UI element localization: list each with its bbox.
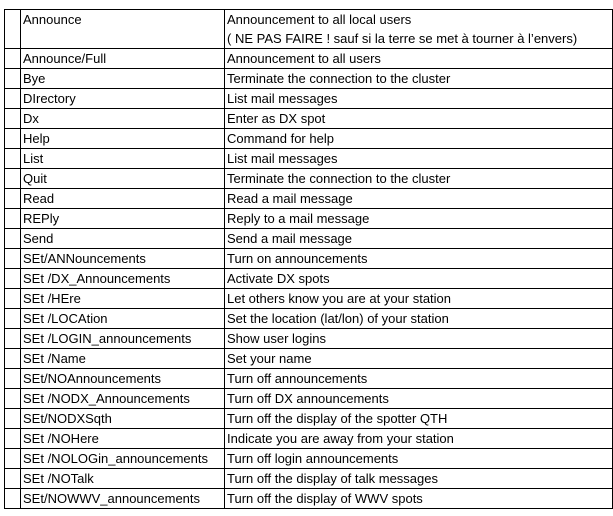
command-cell: Bye: [21, 69, 225, 89]
row-gutter-cell: [5, 309, 21, 329]
row-gutter-cell: [5, 10, 21, 49]
row-gutter-cell: [5, 149, 21, 169]
row-gutter-cell: [5, 329, 21, 349]
table-row: [5, 369, 613, 389]
row-gutter-cell: [5, 49, 21, 69]
row-gutter-cell: [5, 269, 21, 289]
row-gutter-cell: [5, 169, 21, 189]
command-table-body: [5, 10, 613, 509]
command-cell: List: [21, 149, 225, 169]
command-cell: SEt/ANNouncements: [21, 249, 225, 269]
table-row: [5, 189, 613, 209]
command-cell: SEt /HEre: [21, 289, 225, 309]
table-row: [5, 109, 613, 129]
description-cell: Send a mail message: [225, 229, 613, 249]
table-row: [5, 49, 613, 69]
command-cell: SEt/NOAnnouncements: [21, 369, 225, 389]
table-row: [5, 269, 613, 289]
table-row: [5, 309, 613, 329]
command-cell: SEt /Name: [21, 349, 225, 369]
row-gutter-cell: [5, 469, 21, 489]
description-cell: Turn off the display of WWV spots: [225, 489, 613, 509]
row-gutter-cell: [5, 249, 21, 269]
table-row: [5, 349, 613, 369]
row-gutter-cell: [5, 289, 21, 309]
table-row: [5, 169, 613, 189]
command-cell: Help: [21, 129, 225, 149]
description-cell: Turn off DX announcements: [225, 389, 613, 409]
description-cell: List mail messages: [225, 149, 613, 169]
command-cell: SEt /NOTalk: [21, 469, 225, 489]
description-cell: Set your name: [225, 349, 613, 369]
description-cell: [225, 10, 613, 49]
table-row: [5, 469, 613, 489]
table-row: [5, 409, 613, 429]
description-cell: Turn off the display of talk messages: [225, 469, 613, 489]
description-cell: Set the location (lat/lon) of your station: [225, 309, 613, 329]
description-note-text: ( NE PAS FAIRE ! sauf si la terre se met à tourner à l’envers): [227, 31, 578, 46]
command-cell: REPly: [21, 209, 225, 229]
table-row: [5, 209, 613, 229]
row-gutter-cell: [5, 209, 21, 229]
row-gutter-cell: [5, 389, 21, 409]
description-cell: Enter as DX spot: [225, 109, 613, 129]
row-gutter-cell: [5, 89, 21, 109]
command-cell: SEt/NODXSqth: [21, 409, 225, 429]
row-gutter-cell: [5, 409, 21, 429]
table-row: [5, 289, 613, 309]
command-table: [4, 9, 613, 509]
description-cell: Command for help: [225, 129, 613, 149]
table-row: [5, 10, 613, 49]
command-cell: Quit: [21, 169, 225, 189]
row-gutter-cell: [5, 449, 21, 469]
table-row: [5, 249, 613, 269]
table-row: [5, 389, 613, 409]
command-cell: Send: [21, 229, 225, 249]
table-row: [5, 329, 613, 349]
table-row: [5, 89, 613, 109]
description-cell: Turn off login announcements: [225, 449, 613, 469]
command-cell: SEt /NOLOGin_announcements: [21, 449, 225, 469]
row-gutter-cell: [5, 229, 21, 249]
table-row: [5, 149, 613, 169]
description-cell: List mail messages: [225, 89, 613, 109]
command-cell: DIrectory: [21, 89, 225, 109]
row-gutter-cell: [5, 489, 21, 509]
row-gutter-cell: [5, 69, 21, 89]
row-gutter-cell: [5, 129, 21, 149]
description-cell: Show user logins: [225, 329, 613, 349]
description-cell: Terminate the connection to the cluster: [225, 169, 613, 189]
row-gutter-cell: [5, 369, 21, 389]
command-cell: [21, 10, 225, 49]
description-cell: Activate DX spots: [225, 269, 613, 289]
description-cell: Turn off the display of the spotter QTH: [225, 409, 613, 429]
table-row: [5, 489, 613, 509]
command-cell: SEt /DX_Announcements: [21, 269, 225, 289]
description-cell: Terminate the connection to the cluster: [225, 69, 613, 89]
command-cell: Announce/Full: [21, 49, 225, 69]
table-row: [5, 129, 613, 149]
table-row: [5, 449, 613, 469]
table-row: [5, 69, 613, 89]
command-cell: SEt /NODX_Announcements: [21, 389, 225, 409]
table-row: [5, 429, 613, 449]
description-cell: Indicate you are away from your station: [225, 429, 613, 449]
description-cell: Announcement to all users: [225, 49, 613, 69]
command-text: Announce: [23, 12, 82, 27]
description-text: Announcement to all local users: [227, 12, 412, 27]
description-cell: Turn off announcements: [225, 369, 613, 389]
command-cell: Read: [21, 189, 225, 209]
description-cell: Turn on announcements: [225, 249, 613, 269]
row-gutter-cell: [5, 109, 21, 129]
description-cell: Read a mail message: [225, 189, 613, 209]
row-gutter-cell: [5, 429, 21, 449]
table-row: [5, 229, 613, 249]
description-cell: Reply to a mail message: [225, 209, 613, 229]
description-cell: Let others know you are at your station: [225, 289, 613, 309]
command-cell: SEt /NOHere: [21, 429, 225, 449]
command-cell: SEt/NOWWV_announcements: [21, 489, 225, 509]
row-gutter-cell: [5, 189, 21, 209]
row-gutter-cell: [5, 349, 21, 369]
command-cell: SEt /LOCAtion: [21, 309, 225, 329]
command-cell: Dx: [21, 109, 225, 129]
command-cell: SEt /LOGIN_announcements: [21, 329, 225, 349]
